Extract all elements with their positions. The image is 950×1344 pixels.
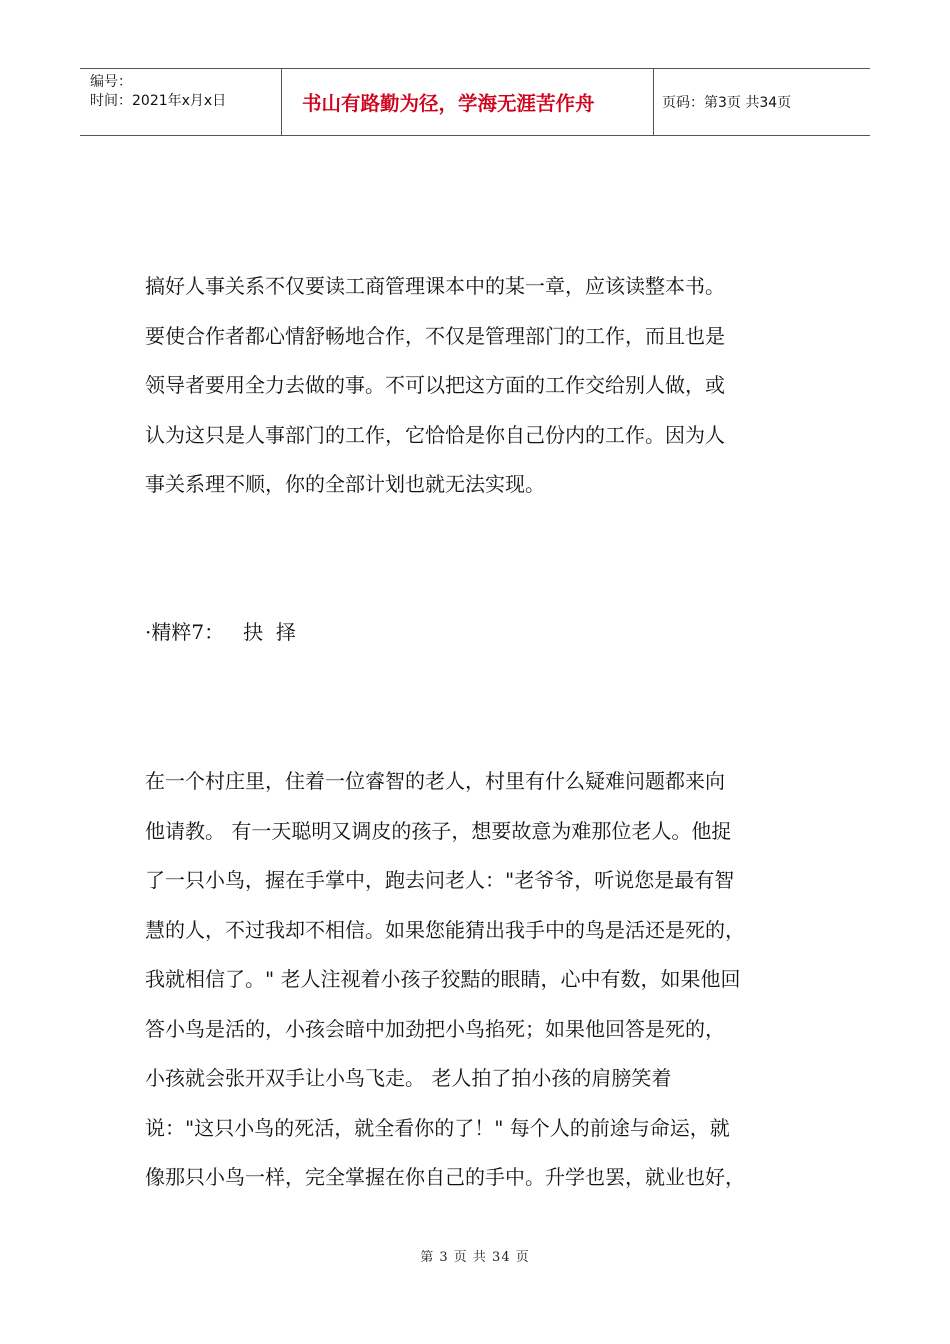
text-line: 领导者要用全力去做的事。不可以把这方面的工作交给别人做，或 [145, 373, 725, 397]
text-line: 他请教。 有一天聪明又调皮的孩子，想要故意为难那位老人。他捉 [145, 818, 732, 843]
text-line: 小孩就会张开双手让小鸟飞走。 老人拍了拍小孩的肩膀笑着 [145, 1066, 672, 1090]
document-header [80, 68, 870, 136]
paragraph-story [145, 757, 825, 1203]
section-title: ·精粹7： 抉 择 [145, 620, 296, 644]
header-page-info: 页码：第3页 共34页 [662, 95, 792, 111]
text-line: 认为这只是人事部门的工作，它恰恰是你自己份内的工作。因为人 [145, 422, 725, 447]
header-meta [80, 69, 282, 135]
text-line: 事关系理不顺，你的全部计划也就无法实现。 [145, 472, 545, 496]
text-line: 搞好人事关系不仅要读工商管理课本中的某一章，应该读整本书。 [145, 274, 725, 298]
text-line: 了一只小鸟，握在手掌中，跑去问老人："老爷爷，听说您是最有智 [145, 868, 735, 892]
text-line: 慧的人，不过我却不相信。如果您能猜出我手中的鸟是活还是死的， [145, 917, 745, 942]
text-line: 我就相信了。" 老人注视着小孩子狡黠的眼睛，心中有数，如果他回 [145, 967, 741, 991]
text-line: 说："这只小鸟的死活，就全看你的了！" 每个人的前途与命运，就 [145, 1115, 730, 1140]
text-line: 像那只小鸟一样，完全掌握在你自己的手中。升学也罢，就业也好， [145, 1165, 745, 1189]
page-footer: 第 3 页 共 34 页 [420, 1250, 530, 1265]
text-line: 答小鸟是活的，小孩会暗中加劲把小鸟掐死；如果他回答是死的， [145, 1016, 725, 1041]
text-line: 在一个村庄里，住着一位睿智的老人，村里有什么疑难问题都来向 [145, 769, 725, 793]
number-label: 编号： [90, 74, 132, 90]
text-line: 要使合作者都心情舒畅地合作，不仅是管理部门的工作，而且也是 [145, 323, 725, 348]
paragraph-human-relations [145, 262, 825, 510]
date-label: 时间：2021年x月x日 [90, 93, 227, 109]
header-motto: 书山有路勤为径，学海无涯苦作舟 [282, 69, 654, 135]
